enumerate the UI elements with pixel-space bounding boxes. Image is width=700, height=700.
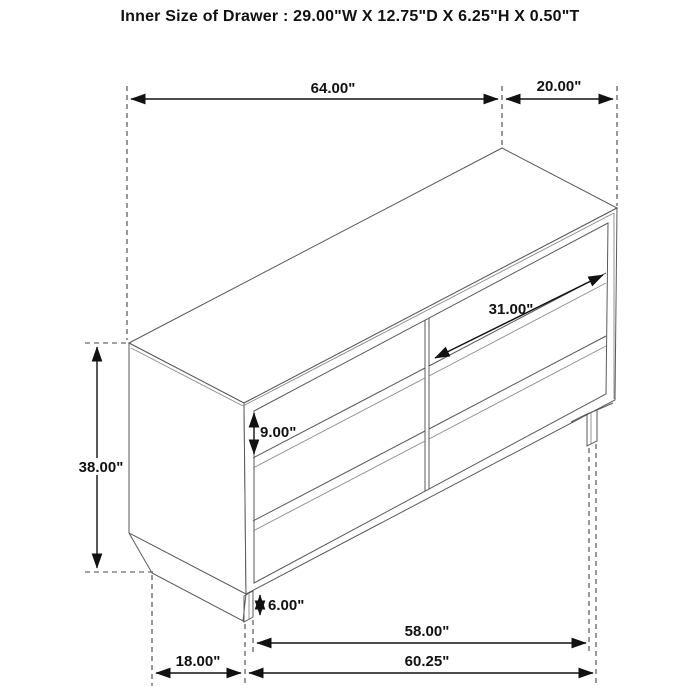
dimension-label: 60.25" <box>404 653 450 670</box>
dimension-label: 58.00" <box>404 623 450 640</box>
front-left-leg <box>244 591 253 622</box>
dresser-drawing <box>129 148 617 622</box>
dim-base-width <box>249 653 593 673</box>
dimension-label: 31.00" <box>488 301 534 318</box>
page-title: Inner Size of Drawer : 29.00"W X 12.75"D X 6.25"H X 0.50"T <box>120 8 580 25</box>
dimension-label: 38.00" <box>78 459 124 476</box>
dim-overall-depth <box>506 78 613 99</box>
dimension-label: 20.00" <box>536 78 582 95</box>
dim-leg-span-inner <box>257 623 586 643</box>
dim-side-base-depth <box>156 653 241 673</box>
dimension-label: 18.00" <box>175 653 221 670</box>
dim-leg-height <box>260 595 304 615</box>
dimension-label: 6.00" <box>268 597 305 614</box>
rear-right-leg <box>587 410 597 446</box>
dimension-label: 64.00" <box>310 80 356 97</box>
dimension-label: 9.00" <box>260 424 297 441</box>
dim-overall-height <box>78 347 124 568</box>
dim-overall-width <box>131 80 498 99</box>
